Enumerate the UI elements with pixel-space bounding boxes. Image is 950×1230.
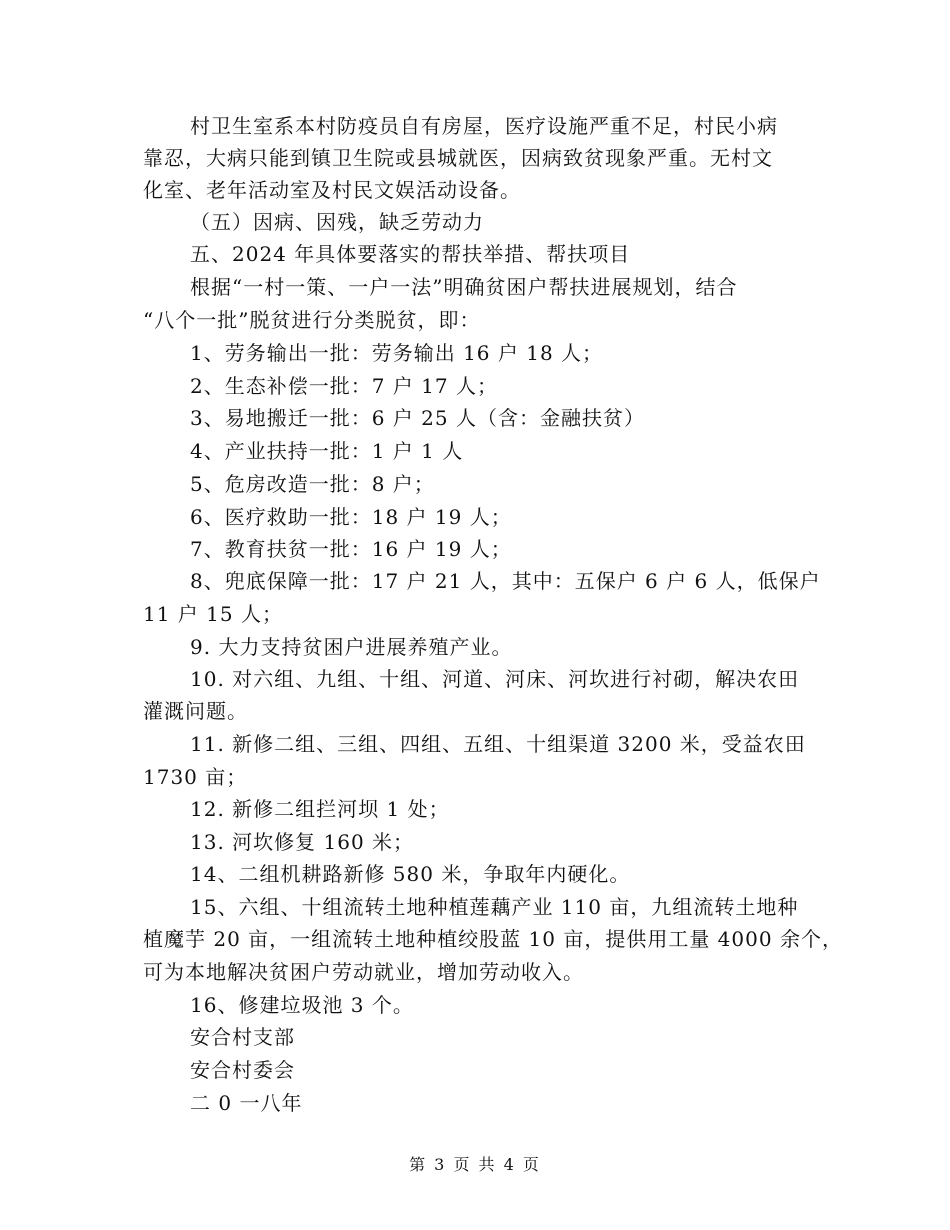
text-line: “八个一批”脱贫进行分类脱贫，即： [143,308,481,332]
list-item: 14、二组机耕路新修 580 米，争取年内硬化。 [190,862,631,886]
signature-date: 二 0 一八年 [190,1091,303,1115]
list-item: 7、教育扶贫一批：16 户 19 人； [190,537,512,561]
list-item: 5、危房改造一批：8 户； [190,472,435,496]
signature-org: 安合村支部 [190,1025,295,1049]
page-footer: 第 3 页 共 4 页 [409,1155,541,1174]
list-item: 3、易地搬迁一批：6 户 25 人（含：金融扶贫） [190,406,645,430]
list-item: 8、兜底保障一批：17 户 21 人，其中：五保户 6 户 6 人，低保户 [190,569,821,593]
list-item: 11. 新修二组、三组、四组、五组、十组渠道 3200 米，受益农田 [190,732,806,756]
list-item: 16、修建垃圾池 3 个。 [190,993,414,1017]
text-line: 根据“一村一策、一户一法”明确贫困户帮扶进展规划，结合 [190,275,738,299]
text-line: 化室、老年活动室及村民文娱活动设备。 [143,178,521,202]
list-item: 12. 新修二组拦河坝 1 处； [190,797,450,821]
list-item: 15、六组、十组流转土地种植莲藕产业 110 亩，九组流转土地种 [190,895,799,919]
list-item: 9. 大力支持贫困户进展养殖产业。 [190,635,513,659]
signature-org: 安合村委会 [190,1058,295,1082]
list-item: 10. 对六组、九组、十组、河道、河床、河坎进行衬砌，解决农田 [190,667,800,691]
list-item-continued: 植魔芋 20 亩，一组流转土地种植绞股蓝 10 亩，提供用工量 4000 余个， [143,927,843,951]
text-line: 村卫生室系本村防疫员自有房屋，医疗设施严重不足，村民小病 [190,114,778,138]
list-item-continued: 灌溉问题。 [143,699,248,723]
list-item-continued: 1730 亩； [143,765,248,789]
section-heading: 五、2024 年具体要落实的帮扶举措、帮扶项目 [190,242,631,266]
subsection-heading: （五）因病、因残，缺乏劳动力 [190,210,484,234]
text-line: 靠忍，大病只能到镇卫生院或县城就医，因病致贫现象严重。无村文 [143,146,773,170]
list-item-continued: 11 户 15 人； [143,602,283,626]
list-item-continued: 可为本地解决贫困户劳动就业，增加劳动收入。 [143,960,584,984]
list-item: 6、医疗救助一批：18 户 19 人； [190,505,512,529]
list-item: 2、生态补偿一批：7 户 17 人； [190,374,498,398]
list-item: 13. 河坎修复 160 米； [190,830,415,854]
list-item: 4、产业扶持一批：1 户 1 人 [190,439,464,463]
list-item: 1、劳务输出一批：劳务输出 16 户 18 人； [190,341,604,365]
